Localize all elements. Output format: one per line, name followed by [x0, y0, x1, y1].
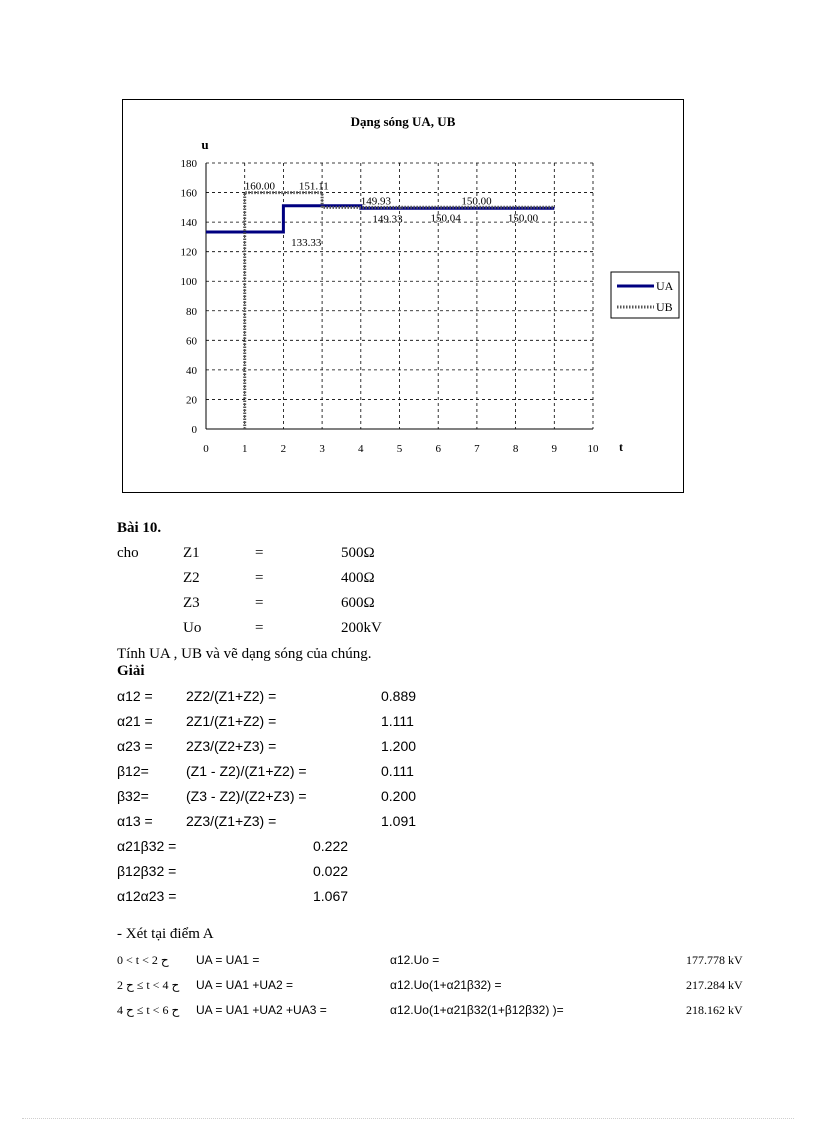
chart-title: Dạng sóng UA, UB — [350, 114, 456, 129]
given-value: 400Ω — [341, 570, 375, 586]
problem-heading: Bài 10. — [117, 520, 162, 536]
product-value: 1.067 — [313, 888, 349, 904]
row-expression: UA = UA1 = — [196, 953, 260, 967]
given-value: 200kV — [341, 620, 382, 636]
coef-name: α13 = — [117, 813, 153, 829]
given-eq: = — [255, 570, 264, 586]
coef-name: α12 = — [117, 688, 153, 704]
x-tick-label: 4 — [358, 443, 364, 455]
x-tick-label: 7 — [474, 443, 480, 455]
coef-formula: 2Z3/(Z2+Z3) = — [186, 738, 277, 754]
coef-value: 0.889 — [381, 688, 417, 704]
page-bottom-rule — [22, 1118, 794, 1119]
row-formula: α12.Uo = — [390, 953, 440, 967]
coef-value: 0.200 — [381, 788, 417, 804]
coef-name: α21 = — [117, 713, 153, 729]
x-tick-label: 3 — [319, 443, 325, 455]
y-tick-label: 140 — [180, 217, 197, 230]
x-tick-label: 9 — [551, 443, 558, 455]
chart-legend — [611, 272, 679, 318]
legend-label-ua: UA — [656, 279, 674, 293]
coef-name: α23 = — [117, 738, 153, 754]
given-eq: = — [255, 595, 264, 611]
y-axis-label: u — [201, 137, 209, 152]
product-value: 0.022 — [313, 863, 349, 879]
grid-lines — [206, 163, 593, 429]
row-expression: UA = UA1 +UA2 +UA3 = — [196, 1003, 327, 1017]
coef-value: 1.200 — [381, 738, 417, 754]
x-axis-label: t — [619, 440, 623, 454]
given-label: cho — [117, 545, 139, 561]
y-tick-label: 40 — [186, 364, 197, 377]
given-name: Z2 — [183, 570, 200, 586]
y-tick-label: 60 — [186, 335, 197, 348]
data-label: 150.00 — [461, 195, 492, 208]
given-eq: = — [255, 620, 264, 636]
given-name: Z1 — [183, 545, 200, 561]
row-expression: UA = UA1 +UA2 = — [196, 978, 294, 992]
row-interval: 4 ح ≤ t < 6 ح — [117, 1003, 180, 1017]
x-tick-label: 10 — [587, 443, 599, 455]
coef-name: β12= — [117, 763, 149, 779]
row-formula: α12.Uo(1+α21β32) = — [390, 978, 502, 992]
coef-formula: 2Z1/(Z1+Z2) = — [186, 713, 277, 729]
point-a-heading: - Xét tại điểm A — [117, 926, 214, 942]
x-tick-label: 2 — [280, 443, 287, 455]
x-tick-label: 1 — [241, 443, 248, 455]
product-name: β12β32 = — [117, 863, 177, 879]
coef-value: 1.091 — [381, 813, 417, 829]
y-tick-label: 100 — [180, 276, 197, 289]
x-tick-label: 5 — [396, 443, 403, 455]
coef-formula: (Z1 - Z2)/(Z1+Z2) = — [186, 763, 307, 779]
row-result: 217.284 kV — [686, 978, 743, 992]
given-eq: = — [255, 545, 264, 561]
row-result: 177.778 kV — [686, 953, 743, 967]
row-result: 218.162 kV — [686, 1003, 743, 1017]
data-label: 149.33 — [372, 213, 403, 226]
x-tick-label: 0 — [203, 443, 209, 455]
data-label: 133.33 — [291, 236, 322, 249]
given-value: 500Ω — [341, 545, 375, 561]
data-label: 151.11 — [298, 180, 329, 193]
coef-formula: 2Z2/(Z1+Z2) = — [186, 688, 277, 704]
product-value: 0.222 — [313, 838, 349, 854]
waveform-chart — [123, 100, 683, 492]
coef-formula: (Z3 - Z2)/(Z2+Z3) = — [186, 788, 307, 804]
coef-value: 0.111 — [381, 763, 414, 779]
product-name: α21β32 = — [117, 838, 177, 854]
given-name: Uo — [183, 620, 202, 636]
y-tick-label: 80 — [186, 305, 197, 318]
x-tick-label: 8 — [512, 443, 519, 455]
legend-label-ub: UB — [656, 300, 673, 314]
y-tick-label: 0 — [191, 424, 197, 436]
data-label: 160.00 — [244, 180, 275, 193]
y-tick-label: 180 — [180, 158, 197, 170]
chart-frame — [122, 99, 684, 493]
given-value: 600Ω — [341, 595, 375, 611]
row-interval: 2 ح ≤ t < 4 ح — [117, 978, 180, 992]
given-name: Z3 — [183, 595, 200, 611]
row-interval: 0 < t < 2 ح — [117, 953, 169, 967]
coef-name: β32= — [117, 788, 149, 804]
y-tick-label: 160 — [180, 187, 197, 200]
task-statement: Tính UA , UB và vẽ dạng sóng của chúng. — [117, 646, 372, 662]
x-tick-label: 6 — [435, 443, 441, 455]
y-tick-label: 120 — [180, 246, 197, 259]
data-labels — [245, 181, 539, 249]
data-label: 150.00 — [507, 212, 539, 225]
solution-heading: Giải — [117, 663, 145, 679]
data-label: 150.04 — [430, 212, 461, 225]
y-tick-label: 20 — [186, 394, 197, 407]
coef-formula: 2Z3/(Z1+Z3) = — [186, 813, 277, 829]
coef-value: 1.111 — [381, 713, 414, 729]
row-formula: α12.Uo(1+α21β32(1+β12β32) )= — [390, 1003, 564, 1017]
product-name: α12α23 = — [117, 888, 177, 904]
data-label: 149.93 — [360, 195, 392, 208]
